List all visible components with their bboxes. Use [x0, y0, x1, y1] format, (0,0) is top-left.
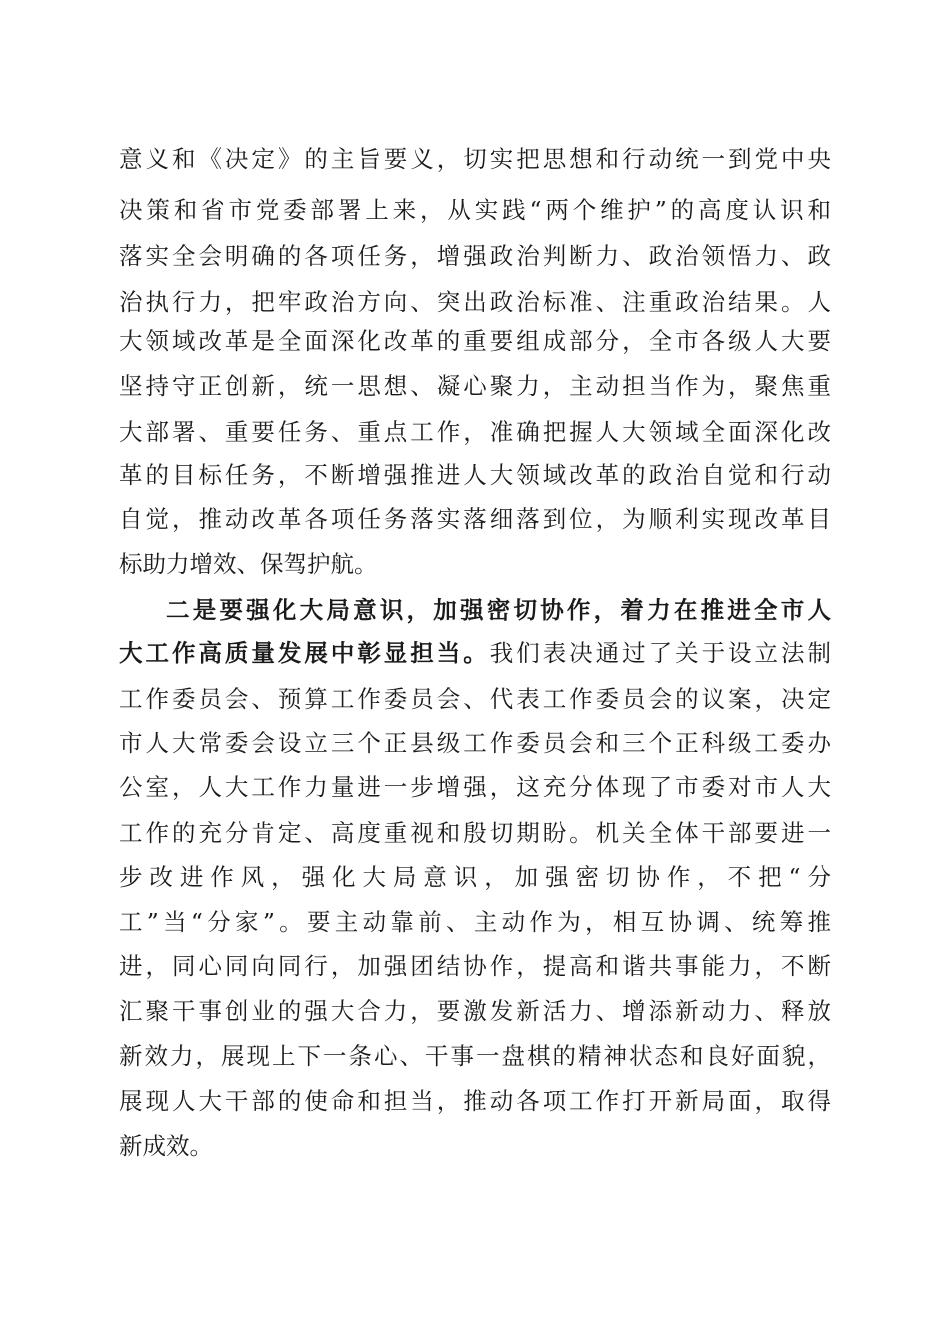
paragraph2-line: 工作委员会、预算工作委员会、代表工作委员会的议案，决定: [119, 685, 831, 713]
paragraph2-line: 新效力，展现上下一条心、干事一盘棋的精神状态和良好面貌，: [119, 1042, 831, 1070]
paragraph1-line: 大部署、重要任务、重点工作，准确把握人大领域全面深化改: [119, 418, 831, 446]
paragraph2-line: 展现人大干部的使命和担当，推动各项工作打开新局面，取得: [119, 1087, 831, 1115]
paragraph1-line: 意义和《决定》的主旨要义，切实把思想和行动统一到党中央: [119, 145, 831, 173]
paragraph1-line: 自觉，推动改革各项任务落实落细落到位，为顺利实现改革目: [119, 505, 831, 533]
paragraph2-line-rest: 我们表决通过了关于设立法制: [489, 639, 831, 667]
paragraph2-line: 步改进作风，强化大局意识，加强密切协作，不把“分: [119, 863, 831, 891]
paragraph2-line: [119, 633, 831, 673]
paragraph2-line: 公室，人大工作力量进一步增强，这充分体现了市委对市人大: [119, 773, 831, 801]
paragraph2-line: 汇聚干事创业的强大合力，要激发新活力、增添新动力、释放: [119, 997, 831, 1025]
paragraph2-line: 市人大常委会设立三个正县级工作委员会和三个正科级工委办: [119, 729, 831, 757]
paragraph1-line: 标助力增效、保驾护航。: [119, 550, 378, 578]
paragraph2-line: 工作的充分肯定、高度重视和殷切期盼。机关全体干部要进一: [119, 819, 831, 847]
paragraph2-line: 进，同心同向同行，加强团结协作，提高和谐共事能力，不断: [119, 952, 831, 980]
paragraph2-heading: 二是要强化大局意识，加强密切协作，着力在推进全市人: [166, 596, 831, 624]
paragraph2-line: 工”当“分家”。要主动靠前、主动作为，相互协调、统筹推: [119, 908, 831, 936]
paragraph1-line: 革的目标任务，不断增强推进人大领域改革的政治自觉和行动: [119, 461, 831, 489]
paragraph1-line: 决策和省市党委部署上来，从实践“两个维护”的高度认识和: [119, 196, 831, 224]
paragraph2-line: 新成效。: [119, 1132, 213, 1160]
paragraph1-line: 坚持守正创新，统一思想、凝心聚力，主动担当作为，聚焦重: [119, 372, 831, 400]
paragraph1-line: 治执行力，把牢政治方向、突出政治标准、注重政治结果。人: [119, 288, 831, 316]
paragraph1-line: 落实全会明确的各项任务，增强政治判断力、政治领悟力、政: [119, 242, 831, 270]
paragraph1-line: 大领域改革是全面深化改革的重要组成部分，全市各级人大要: [119, 327, 831, 355]
paragraph2-heading-end: 大工作高质量发展中彰显担当。: [119, 639, 490, 667]
